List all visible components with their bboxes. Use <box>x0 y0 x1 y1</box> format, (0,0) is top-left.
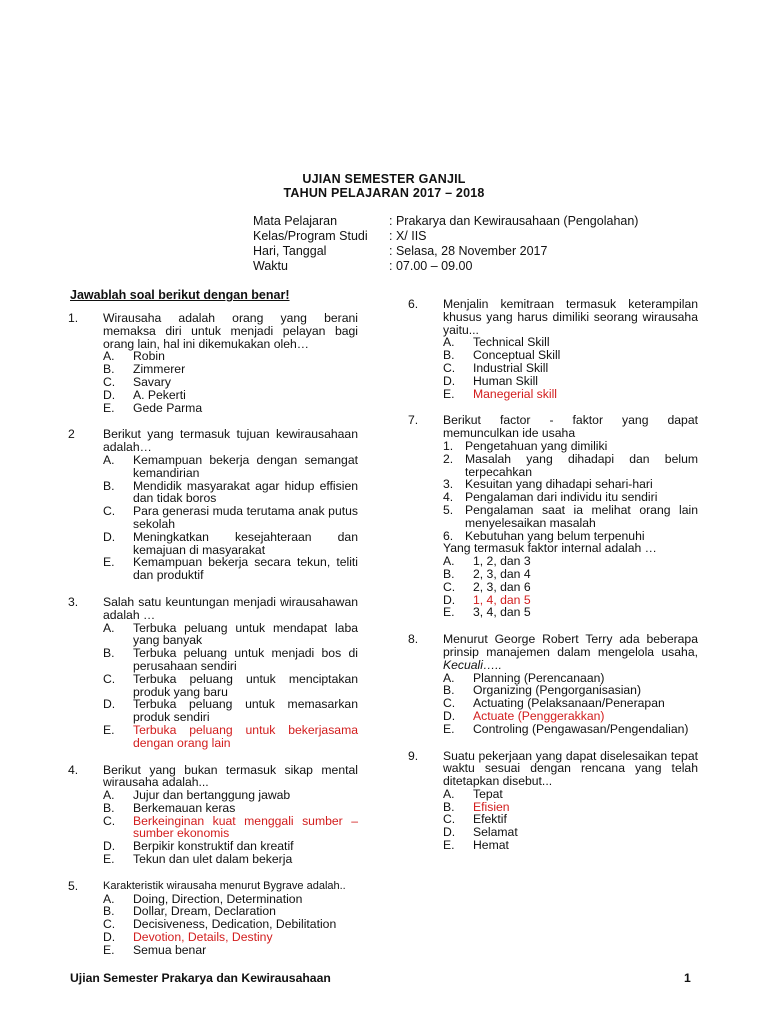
option-letter: E. <box>443 605 455 620</box>
option-text: Semua benar <box>133 942 207 957</box>
option[interactable] <box>443 375 698 388</box>
option[interactable] <box>103 402 358 415</box>
option-letter: A. <box>103 620 115 635</box>
option[interactable] <box>103 944 358 957</box>
option-letter: E. <box>103 722 115 737</box>
option-letter: C. <box>103 374 116 389</box>
option-letter: C. <box>443 579 456 594</box>
list-number: 3. <box>443 477 454 492</box>
option-text: Terbuka peluang untuk menjadi bos di perusahaan sendiri <box>133 646 358 673</box>
question-4 <box>68 764 358 866</box>
option[interactable] <box>103 556 358 582</box>
option-text: Savary <box>133 374 171 389</box>
option-text: Terbuka peluang untuk menciptakan produk yang baru <box>133 671 358 699</box>
option[interactable] <box>103 698 358 724</box>
option-answer[interactable] <box>103 724 358 750</box>
questions-left-column <box>68 312 358 971</box>
question-7 <box>408 414 698 619</box>
option-letter: B. <box>443 799 455 814</box>
option-letter: E. <box>103 555 115 570</box>
list-text: Kesuitan yang dihadapi sehari-hari <box>465 477 653 492</box>
option[interactable] <box>443 788 698 801</box>
option[interactable] <box>443 723 698 736</box>
option-text: Conceptual Skill <box>473 348 561 363</box>
option-text: 1, 4, dan 5 <box>473 592 531 607</box>
list-item <box>443 504 698 530</box>
info-value: : 07.00 – 09.00 <box>389 259 473 273</box>
option[interactable] <box>443 362 698 375</box>
option-text: Zimmerer <box>133 362 186 377</box>
option-text: Actuate (Penggerakkan) <box>473 708 605 723</box>
option-text: Devotion, Details, Destiny <box>133 930 273 945</box>
option-text: 1, 2, dan 3 <box>473 554 531 569</box>
list-number: 6. <box>443 528 454 543</box>
question-number: 1. <box>68 311 79 325</box>
option-letter: B. <box>103 478 115 493</box>
option-text: Efisien <box>473 799 510 814</box>
option-text: A. Pekerti <box>133 387 186 402</box>
option-letter: A. <box>443 335 455 350</box>
option-letter: D. <box>103 387 116 402</box>
option-text: Berkemauan keras <box>133 800 236 815</box>
option-answer[interactable] <box>443 710 698 723</box>
option-text: Doing, Direction, Determination <box>133 891 303 906</box>
option-answer[interactable] <box>103 815 358 841</box>
option-text: Gede Parma <box>133 400 203 415</box>
option-text: Terbuka peluang untuk memasarkan produk sendiri <box>133 697 358 725</box>
option-text: Berkeinginan kuat menggali sumber – sumber ekonomis <box>133 813 358 841</box>
option-text: Planning (Perencanaan) <box>473 670 605 685</box>
list-number: 2. <box>443 451 454 466</box>
question-stem: Suatu pekerjaan yang dapat diselesaikan tepat waktu sesuai dengan rencana yang telah ditetapkan disebut... <box>443 748 698 789</box>
option-letter: D. <box>443 592 456 607</box>
option-letter: C. <box>103 504 116 519</box>
info-row-subject <box>253 214 638 228</box>
option[interactable] <box>443 839 698 852</box>
list-number: 1. <box>443 438 454 453</box>
option[interactable] <box>443 606 698 619</box>
exam-title: UJIAN SEMESTER GANJIL <box>302 172 466 186</box>
option-text: Mendidik masyarakat agar hidup effisien dan tidak boros <box>133 478 358 506</box>
option-answer[interactable] <box>103 931 358 944</box>
option[interactable] <box>103 376 358 389</box>
option-letter: B. <box>443 348 455 363</box>
info-label: Kelas/Program Studi <box>253 229 368 243</box>
option-text: Technical Skill <box>473 335 550 350</box>
option-letter: C. <box>443 360 456 375</box>
option-text: Tepat <box>473 786 503 801</box>
question-stem: Wirausaha adalah orang yang berani memaksa diri untuk menjadi pelayan bagi orang lain, hal ini dikemukakan oleh… <box>103 311 358 351</box>
question-stem: Berikut factor - faktor yang dapat memunculkan ide usaha <box>443 413 698 441</box>
option[interactable] <box>103 789 358 802</box>
question-stem-except: Kecuali….. <box>443 657 502 672</box>
list-number: 5. <box>443 502 454 517</box>
question-stem: Berikut yang termasuk tujuan kewirausahaan adalah… <box>103 427 358 455</box>
option-letter: B. <box>443 683 455 698</box>
option-text: Controling (Pengawasan/Pengendalian) <box>473 721 689 736</box>
option-letter: E. <box>103 852 115 867</box>
list-text: Pengalaman saat ia melihat orang lain menyelesaikan masalah <box>465 502 698 530</box>
question-number: 8. <box>408 632 419 647</box>
option-letter: C. <box>103 813 116 828</box>
option-letter: D. <box>103 930 116 945</box>
question-stem: Karakteristik wirausaha menurut Bygrave adalah.. <box>103 879 346 892</box>
list-text: Kebutuhan yang belum terpenuhi <box>465 528 645 543</box>
info-label: Hari, Tanggal <box>253 244 327 258</box>
option-letter: E. <box>103 942 115 957</box>
list-item <box>443 530 698 543</box>
option-letter: A. <box>443 670 455 685</box>
option-letter: D. <box>443 708 456 723</box>
info-value: : X/ IIS <box>389 229 427 243</box>
option-text: Jujur dan bertanggung jawab <box>133 788 291 803</box>
option-text: Human Skill <box>473 373 539 388</box>
option-text: 3, 4, dan 5 <box>473 605 531 620</box>
option-letter: E. <box>443 721 455 736</box>
option-letter: B. <box>103 800 115 815</box>
option-text: Industrial Skill <box>473 360 549 375</box>
question-number: 3. <box>68 594 79 609</box>
option-text: Hemat <box>473 838 509 853</box>
question-1 <box>68 312 358 414</box>
option-text: 2, 3, dan 6 <box>473 579 531 594</box>
question-5 <box>68 880 358 957</box>
option-text: Berpikir konstruktif dan kreatif <box>133 839 294 854</box>
option-letter: E. <box>443 386 455 401</box>
question-number: 2 <box>68 427 75 442</box>
academic-year: TAHUN PELAJARAN 2017 – 2018 <box>283 186 485 200</box>
option[interactable] <box>443 581 698 594</box>
question-3 <box>68 596 358 750</box>
question-number: 4. <box>68 762 79 777</box>
option[interactable] <box>103 802 358 815</box>
question-number: 6. <box>408 297 419 311</box>
option[interactable] <box>443 697 698 710</box>
info-value: : Prakarya dan Kewirausahaan (Pengolahan) <box>389 214 639 228</box>
option-text: Decisiveness, Dedication, Debilitation <box>133 917 337 932</box>
option-letter: B. <box>103 362 115 377</box>
option[interactable] <box>103 673 358 699</box>
list-text: Pengalaman dari individu itu sendiri <box>465 490 658 505</box>
list-number: 4. <box>443 490 454 505</box>
option[interactable] <box>103 531 358 557</box>
questions-right-column <box>408 298 698 866</box>
option-letter: E. <box>103 400 115 415</box>
option-text: Para generasi muda terutama anak putus sekolah <box>133 504 358 531</box>
option-text: Dollar, Dream, Declaration <box>133 904 276 919</box>
option-text: Manegerial skill <box>473 386 557 401</box>
option-text: Actuating (Pelaksanaan/Penerapan <box>473 696 665 711</box>
option-letter: D. <box>103 839 116 854</box>
option[interactable] <box>103 480 358 506</box>
info-row-time <box>253 259 472 273</box>
info-row-date <box>253 244 547 258</box>
instruction: Jawablah soal berikut dengan benar! <box>70 288 290 302</box>
question-number: 9. <box>408 748 419 763</box>
option-letter: C. <box>103 671 116 686</box>
list-text: Pengetahuan yang dimiliki <box>465 438 608 453</box>
list-text: Masalah yang dihadapi dan belum terpecahkan <box>465 451 698 479</box>
option-letter: C. <box>443 812 456 827</box>
question-2 <box>68 428 358 582</box>
option-text: Efektif <box>473 812 507 827</box>
info-label: Waktu <box>253 259 288 273</box>
footer-title: Ujian Semester Prakarya dan Kewirausahaan <box>70 971 331 985</box>
option-answer[interactable] <box>443 388 698 401</box>
question-8 <box>408 633 698 735</box>
question-stem: Salah satu keuntungan menjadi wirausahawan adalah … <box>103 594 358 622</box>
question-stem: Berikut yang bukan termasuk sikap mental wirausaha adalah... <box>103 762 358 790</box>
option-letter: A. <box>443 786 455 801</box>
option[interactable] <box>103 622 358 648</box>
option-letter: B. <box>103 904 115 919</box>
option[interactable] <box>443 568 698 581</box>
option[interactable] <box>103 647 358 673</box>
question-stem: Menjalin kemitraan termasuk keterampilan khusus yang harus dimiliki seorang wirausaha yaitu... <box>443 297 698 337</box>
option-letter: A. <box>443 554 455 569</box>
option-text: Terbuka peluang untuk bekerjasama dengan orang lain <box>133 722 358 750</box>
option-text: Robin <box>133 349 165 364</box>
option-letter: D. <box>103 697 116 712</box>
option-text: Terbuka peluang untuk mendapat laba yang banyak <box>133 620 358 648</box>
option-text: Kemampuan bekerja secara tekun, teliti dan produktif <box>133 555 358 583</box>
option-letter: C. <box>443 696 456 711</box>
option[interactable] <box>103 505 358 531</box>
question-6 <box>408 298 698 400</box>
option-letter: A. <box>103 891 115 906</box>
option[interactable] <box>103 389 358 402</box>
option-text: Tekun dan ulet dalam bekerja <box>133 852 293 867</box>
option-text: Meningkatkan kesejahteraan dan kemajuan di masyarakat <box>133 529 358 557</box>
list-item <box>443 440 698 453</box>
option-letter: E. <box>443 838 455 853</box>
question-stem-text: Menurut George Robert Terry ada beberapa prinsip manajemen dalam mengelola usaha, <box>443 632 698 659</box>
option-letter: A. <box>103 788 115 803</box>
option-letter: D. <box>443 825 456 840</box>
list-item <box>443 453 698 479</box>
question-number: 5. <box>68 878 79 893</box>
option-letter: B. <box>443 566 455 581</box>
option-letter: D. <box>443 373 456 388</box>
question-number: 7. <box>408 413 419 428</box>
option-letter: A. <box>103 452 115 467</box>
option-text: Organizing (Pengorganisasian) <box>473 683 642 698</box>
question-9 <box>408 750 698 852</box>
info-value: : Selasa, 28 November 2017 <box>389 244 548 258</box>
option-letter: D. <box>103 529 116 544</box>
option-letter: B. <box>103 646 115 661</box>
info-row-class <box>253 229 427 243</box>
option-letter: A. <box>103 349 115 364</box>
option-text: Kemampuan bekerja dengan semangat kemandirian <box>133 452 358 480</box>
option-text: 2, 3, dan 4 <box>473 566 531 581</box>
option-text: Selamat <box>473 825 518 840</box>
option[interactable] <box>103 454 358 480</box>
question-stem <box>443 633 698 671</box>
question-prompt: Yang termasuk faktor internal adalah … <box>443 541 657 556</box>
page-number: 1 <box>684 971 691 985</box>
option[interactable] <box>103 853 358 866</box>
info-label: Mata Pelajaran <box>253 214 338 228</box>
option-letter: C. <box>103 917 116 932</box>
